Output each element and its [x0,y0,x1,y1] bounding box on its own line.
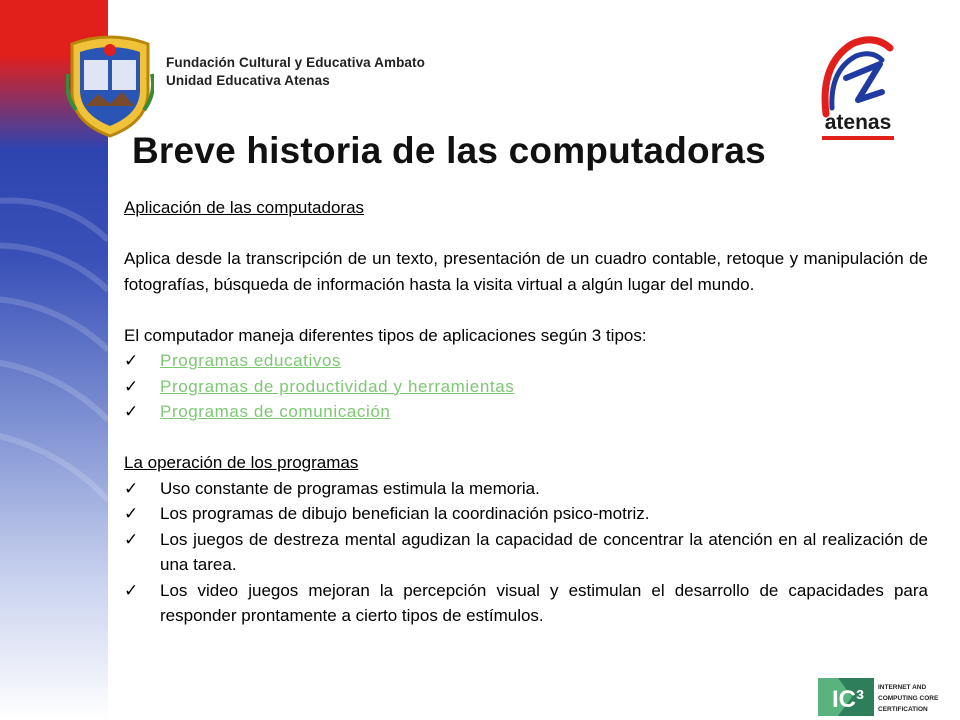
ic3-line3: CERTIFICATION [878,706,928,713]
link-programas-educativos[interactable]: Programas educativos [160,351,342,370]
checkmark-icon: ✓ [124,529,139,549]
link-programas-productividad[interactable]: Programas de productividad y herramientas [160,376,515,396]
slide-content [124,195,928,629]
ic3-mark: IC³ [832,686,864,713]
checkmark-icon: ✓ [124,478,139,498]
checkmark-icon: ✓ [124,580,139,600]
list-item [124,501,928,527]
list-item-text: Los video juegos mejoran la percepción visual y estimulan el desarrollo de capacidades para responder prontamente a cierto tipos de estímulos. [160,580,928,625]
ic3-line2: COMPUTING CORE [878,695,939,702]
list-item [124,476,928,502]
list-item [124,527,928,578]
school-crest-logo [66,34,154,138]
org-name: Fundación Cultural y Educativa Ambato [166,55,425,70]
aplicacion-paragraph: Aplica desde la transcripción de un texto, presentación de un cuadro contable, retoque y manipulación de fotografías, búsqueda de información hasta la visita virtual a algún lugar del mundo. [124,249,928,294]
checkmark-icon: ✓ [124,376,139,396]
atenas-logo [818,34,898,144]
page-title: Breve historia de las computadoras [132,130,766,171]
list-item [124,348,928,374]
ic3-line1: INTERNET AND [878,684,927,691]
checkmark-icon: ✓ [124,504,139,523]
school-name: Unidad Educativa Atenas [166,73,330,88]
list-item-text: Los juegos de destreza mental agudizan la capacidad de concentrar la atención en al realización de una tarea. [160,529,928,574]
checkmark-icon: ✓ [124,402,139,421]
section-heading-aplicacion: Aplicación de las computadoras [124,198,365,217]
section-heading-operacion: La operación de los programas [124,453,359,472]
atenas-wordmark: atenas [824,111,892,134]
list-item-text: Los programas de dibujo benefician la coordinación psico-motriz. [160,504,650,523]
checkmark-icon: ✓ [124,351,139,370]
link-programas-comunicacion[interactable]: Programas de comunicación [160,402,391,421]
list-item [124,578,928,629]
ic3-certification-logo [818,676,944,718]
tipos-intro: El computador maneja diferentes tipos de aplicaciones según 3 tipos: [124,325,647,345]
list-item [124,374,928,400]
list-item-text: Uso constante de programas estimula la memoria. [160,478,540,498]
list-item [124,399,928,425]
